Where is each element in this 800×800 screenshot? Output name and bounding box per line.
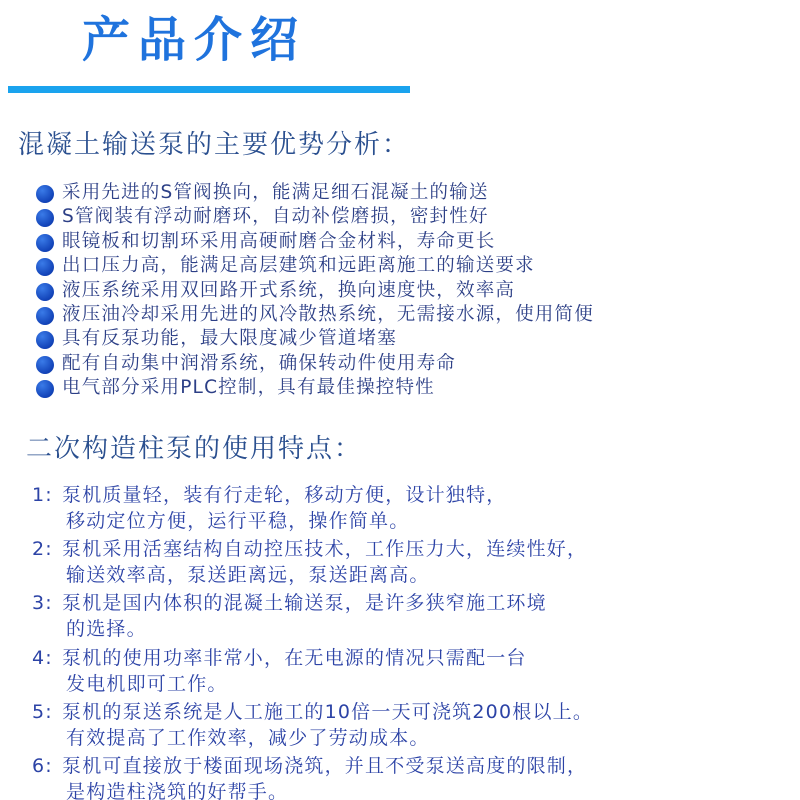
features-heading: 二次构造柱泵的使用特点： bbox=[26, 434, 363, 464]
feature-number: 2: bbox=[32, 538, 53, 561]
feature-item bbox=[32, 699, 800, 753]
advantage-item bbox=[36, 352, 800, 376]
advantage-item bbox=[36, 181, 800, 205]
advantage-item bbox=[36, 205, 800, 229]
feature-item bbox=[32, 482, 800, 536]
blue-dot-icon bbox=[36, 234, 54, 252]
blue-dot-icon bbox=[36, 283, 54, 301]
advantage-text: 眼镜板和切割环采用高硬耐磨合金材料，寿命更长 bbox=[62, 230, 496, 252]
advantage-text: 具有反泵功能，最大限度减少管道堵塞 bbox=[62, 328, 397, 350]
advantage-text: 出口压力高，能满足高层建筑和远距离施工的输送要求 bbox=[62, 255, 535, 277]
advantage-text: 液压油冷却采用先进的风冷散热系统，无需接水源，使用简便 bbox=[62, 303, 594, 325]
advantage-item bbox=[36, 327, 800, 351]
advantage-item bbox=[36, 376, 800, 400]
blue-dot-icon bbox=[36, 356, 54, 374]
feature-text-line: 是构造柱浇筑的好帮手。 bbox=[66, 780, 289, 800]
feature-number: 4: bbox=[32, 646, 53, 669]
features-list bbox=[32, 482, 800, 800]
blue-dot-icon bbox=[36, 380, 54, 398]
feature-text-line: 有效提高了工作效率，减少了劳动成本。 bbox=[66, 726, 430, 749]
advantage-text: S管阀装有浮动耐磨环，自动补偿磨损，密封性好 bbox=[62, 206, 489, 228]
feature-text-line: 泵机是国内体积的混凝土输送泵，是许多狭窄施工环境 bbox=[62, 592, 547, 615]
advantage-text: 采用先进的S管阀换向，能满足细石混凝土的输送 bbox=[62, 182, 489, 203]
blue-dot-icon bbox=[36, 307, 54, 325]
advantage-item bbox=[36, 254, 800, 278]
blue-dot-icon bbox=[36, 331, 54, 349]
feature-text-line: 移动定位方便，运行平稳，操作简单。 bbox=[66, 510, 410, 532]
feature-item bbox=[32, 590, 800, 644]
feature-number: 1: bbox=[32, 484, 53, 506]
advantage-text: 电气部分采用PLC控制，具有最佳操控特性 bbox=[62, 377, 435, 399]
feature-text-line: 泵机的泵送系统是人工施工的10倍一天可浇筑200根以上。 bbox=[62, 700, 594, 723]
advantage-item bbox=[36, 230, 800, 254]
blue-dot-icon bbox=[36, 258, 54, 276]
feature-number: 3: bbox=[32, 592, 53, 615]
feature-number: 5: bbox=[32, 700, 53, 723]
feature-text-line: 泵机质量轻，装有行走轮，移动方便，设计独特， bbox=[62, 484, 507, 506]
blue-dot-icon bbox=[36, 185, 54, 203]
feature-number: 6: bbox=[32, 754, 53, 777]
advantage-item bbox=[36, 279, 800, 303]
feature-item bbox=[32, 753, 800, 800]
advantage-text: 配有自动集中润滑系统，确保转动件使用寿命 bbox=[62, 352, 457, 374]
feature-text-line: 泵机采用活塞结构自动控压技术，工作压力大，连续性好， bbox=[62, 538, 588, 561]
feature-text-line: 的选择。 bbox=[66, 618, 147, 641]
feature-text-line: 输送效率高，泵送距离远，泵送距离高。 bbox=[66, 564, 430, 587]
feature-item bbox=[32, 536, 800, 590]
feature-text-line: 发电机即可工作。 bbox=[66, 672, 228, 695]
feature-item bbox=[32, 645, 800, 699]
feature-text-line: 泵机可直接放于楼面现场浇筑，并且不受泵送高度的限制， bbox=[62, 754, 588, 777]
feature-text-line: 泵机的使用功率非常小，在无电源的情况只需配一台 bbox=[62, 646, 527, 669]
blue-dot-icon bbox=[36, 209, 54, 227]
title-underline-bar bbox=[8, 86, 410, 93]
advantage-item bbox=[36, 303, 800, 327]
advantages-heading: 混凝土输送泵的主要优势分析： bbox=[18, 130, 411, 160]
page-title: 产品介绍 bbox=[82, 12, 307, 68]
advantage-text: 液压系统采用双回路开式系统，换向速度快，效率高 bbox=[62, 279, 516, 301]
advantages-list bbox=[36, 181, 800, 401]
